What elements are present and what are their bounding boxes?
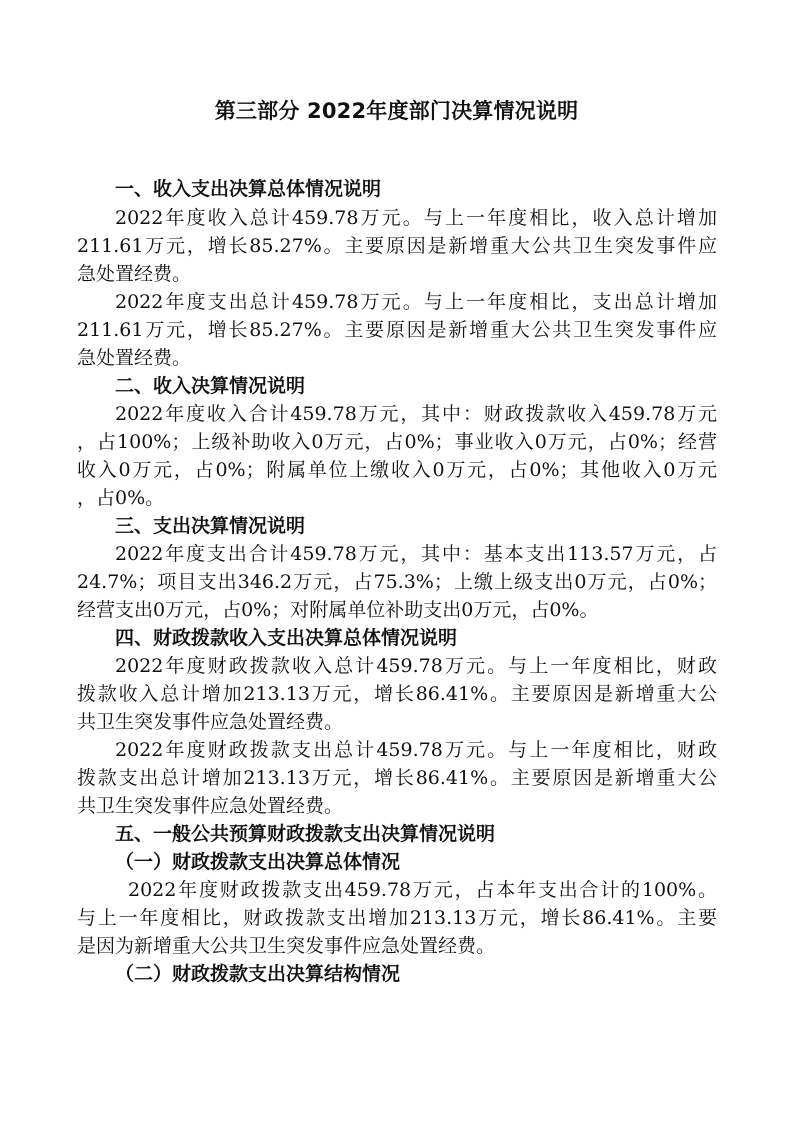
paragraph-line: 是因为新增重大公共卫生突发事件应急处置经费。 <box>77 935 496 957</box>
paragraph-line: ，占0%。 <box>77 487 165 509</box>
paragraph-line: 2022年度财政拨款支出459.78万元，占本年支出合计的100%。 <box>128 879 717 901</box>
paragraph-line: 2022年度收入总计459.78万元。与上一年度相比，收入总计增加 <box>115 207 717 229</box>
paragraph-line: 与上一年度相比，财政拨款支出增加213.13万元，增长86.41%。主要 <box>77 907 717 929</box>
paragraph-line: 急处置经费。 <box>77 347 192 369</box>
paragraph-line: 2022年度财政拨款支出总计459.78万元。与上一年度相比，财政 <box>115 739 717 761</box>
subsection-heading-structure: （二）财政拨款支出决算结构情况 <box>115 963 401 985</box>
subsection-heading-overall: （一）财政拨款支出决算总体情况 <box>115 851 401 873</box>
paragraph-line: 2022年度支出总计459.78万元。与上一年度相比，支出总计增加 <box>115 291 717 313</box>
section-heading-expenditure: 三、支出决算情况说明 <box>115 515 306 537</box>
paragraph-line: 211.61万元，增长85.27%。主要原因是新增重大公共卫生突发事件应 <box>77 319 717 341</box>
paragraph-line: 拨款收入总计增加213.13万元，增长86.41%。主要原因是新增重大公 <box>77 683 717 705</box>
paragraph-line: 共卫生突发事件应急处置经费。 <box>77 795 344 817</box>
paragraph-line: 211.61万元，增长85.27%。主要原因是新增重大公共卫生突发事件应 <box>77 235 717 257</box>
paragraph-line: 2022年度财政拨款收入总计459.78万元。与上一年度相比，财政 <box>115 655 717 677</box>
paragraph-line: 2022年度收入合计459.78万元，其中：财政拨款收入459.78万元 <box>115 403 717 425</box>
paragraph-line: 2022年度支出合计459.78万元，其中：基本支出113.57万元，占 <box>115 543 717 565</box>
paragraph-line: 收入0万元，占0%；附属单位上缴收入0万元，占0%；其他收入0万元 <box>77 459 717 481</box>
paragraph-line: 24.7%；项目支出346.2万元，占75.3%；上缴上级支出0万元，占0%； <box>77 571 717 593</box>
section-heading-general-public-budget: 五、一般公共预算财政拨款支出决算情况说明 <box>115 823 496 845</box>
paragraph-line: ，占100%；上级补助收入0万元，占0%；事业收入0万元，占0%；经营 <box>77 431 717 453</box>
page-title: 第三部分 2022年度部门决算情况说明 <box>214 99 579 123</box>
paragraph-line: 共卫生突发事件应急处置经费。 <box>77 711 344 733</box>
paragraph-line: 经营支出0万元，占0%；对附属单位补助支出0万元，占0%。 <box>77 599 599 621</box>
paragraph-line: 拨款支出总计增加213.13万元，增长86.41%。主要原因是新增重大公 <box>77 767 717 789</box>
section-heading-income-expenditure-overview: 一、收入支出决算总体情况说明 <box>115 178 382 200</box>
section-heading-fiscal-appropriation-overview: 四、财政拨款收入支出决算总体情况说明 <box>115 627 458 649</box>
paragraph-line: 急处置经费。 <box>77 263 192 285</box>
section-heading-income: 二、收入决算情况说明 <box>115 375 306 397</box>
